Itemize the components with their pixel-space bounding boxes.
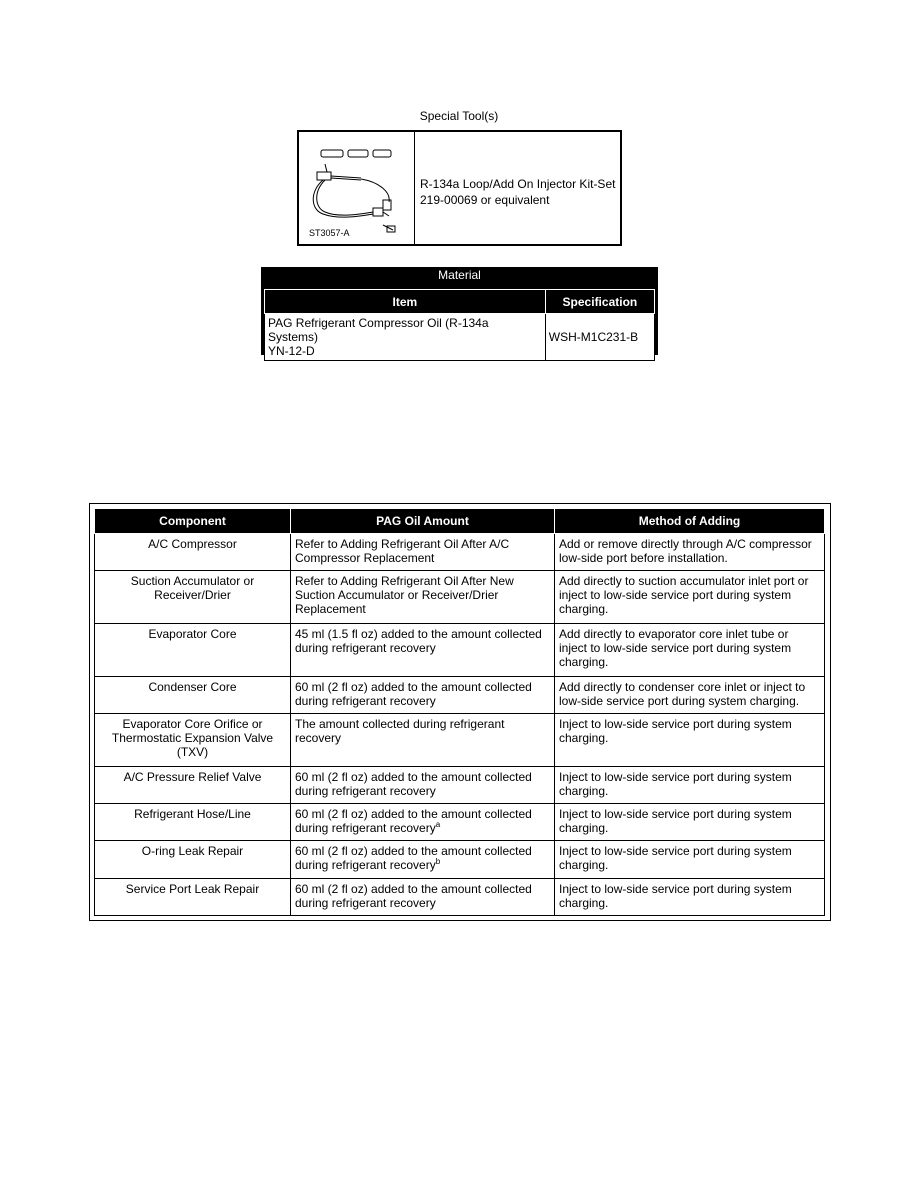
amount-cell-line: The amount collected during refrigerant bbox=[295, 717, 505, 731]
amount-cell-line: during refrigerant recovery bbox=[295, 783, 436, 798]
method-cell-line: charging. bbox=[559, 858, 609, 873]
component-cell-line: O-ring Leak Repair bbox=[141, 844, 244, 859]
component-cell bbox=[95, 804, 291, 841]
amount-cell bbox=[291, 714, 555, 767]
table-row bbox=[95, 878, 825, 915]
material-table-box bbox=[261, 267, 658, 358]
component-cell-line: (TXV) bbox=[176, 745, 209, 759]
method-cell-line: low-side port before installation. bbox=[559, 551, 728, 565]
amount-cell-line: Compressor Replacement bbox=[295, 551, 435, 565]
method-cell bbox=[555, 624, 825, 677]
method-cell bbox=[555, 804, 825, 841]
method-cell-line: charging. bbox=[559, 783, 609, 798]
header-pag-oil-amount: PAG Oil Amount bbox=[291, 509, 555, 534]
amount-cell-line: Suction Accumulator or Receiver/Drier bbox=[295, 588, 499, 603]
amount-cell-line: during refrigerant recovery bbox=[295, 858, 436, 873]
amount-cell-line: Replacement bbox=[295, 602, 366, 617]
method-cell bbox=[555, 841, 825, 878]
method-cell-line: charging. bbox=[559, 731, 609, 745]
method-cell-line: charging. bbox=[559, 655, 609, 669]
table-row bbox=[95, 624, 825, 677]
header-method-of-adding: Method of Adding bbox=[555, 509, 825, 534]
component-cell-line: Evaporator Core Orifice or bbox=[122, 717, 263, 731]
amount-cell-line: during refrigerant recovery bbox=[295, 641, 436, 655]
table-row bbox=[95, 571, 825, 624]
amount-cell bbox=[291, 534, 555, 571]
pag-oil-table bbox=[94, 508, 825, 916]
component-cell bbox=[95, 676, 291, 713]
header-component: Component bbox=[95, 509, 291, 534]
method-cell-line: Inject to low-side service port during system bbox=[559, 769, 792, 784]
method-cell bbox=[555, 676, 825, 713]
amount-cell bbox=[291, 804, 555, 841]
component-cell bbox=[95, 841, 291, 878]
method-cell-line: charging. bbox=[559, 895, 609, 910]
table-row bbox=[95, 534, 825, 571]
amount-cell-line: 60 ml (2 fl oz) added to the amount collected bbox=[295, 769, 532, 784]
special-tools-caption: Special Tool(s) bbox=[419, 109, 499, 123]
method-cell-line: Add directly to suction accumulator inlet port or bbox=[559, 574, 809, 589]
amount-cell-line: Refer to Adding Refrigerant Oil After New bbox=[295, 574, 514, 589]
table-row bbox=[265, 314, 655, 361]
component-cell bbox=[95, 624, 291, 677]
component-cell-line: Service Port Leak Repair bbox=[125, 881, 260, 896]
component-cell-line: Suction Accumulator or bbox=[130, 574, 255, 589]
method-cell-line: Inject to low-side service port during system bbox=[559, 717, 792, 731]
table-row bbox=[95, 766, 825, 803]
method-cell-line: Add or remove directly through A/C compressor bbox=[559, 537, 812, 551]
tool-description bbox=[415, 132, 620, 244]
tool-description-line: R-134a Loop/Add On Injector Kit-Set bbox=[420, 177, 616, 191]
pag-oil-table-box bbox=[89, 503, 831, 921]
amount-cell-line: 60 ml (2 fl oz) added to the amount collected bbox=[295, 679, 532, 694]
component-cell-line: Thermostatic Expansion Valve bbox=[111, 731, 274, 745]
material-header-specification: Specification bbox=[545, 290, 654, 314]
component-cell-line: Receiver/Drier bbox=[154, 588, 231, 603]
material-header-item: Item bbox=[265, 290, 546, 314]
material-specification: WSH-M1C231-B bbox=[545, 314, 654, 361]
method-cell-line: inject to low-side service port during system bbox=[559, 641, 792, 655]
material-table bbox=[264, 289, 655, 361]
method-cell bbox=[555, 534, 825, 571]
amount-cell-line: 60 ml (2 fl oz) added to the amount collected bbox=[295, 881, 532, 896]
method-cell-line: Add directly to evaporator core inlet tube or bbox=[559, 627, 789, 641]
amount-cell-line: recovery bbox=[295, 731, 342, 745]
material-item-line: PAG Refrigerant Compressor Oil (R-134a Systems) bbox=[268, 316, 489, 344]
method-cell-line: charging. bbox=[559, 821, 609, 835]
method-cell-line: Inject to low-side service port during system bbox=[559, 807, 792, 821]
tool-illustration bbox=[299, 132, 415, 244]
component-cell bbox=[95, 714, 291, 767]
method-cell-line: Add directly to condenser core inlet or inject to bbox=[559, 679, 806, 694]
material-item bbox=[265, 314, 546, 361]
component-cell-line: Condenser Core bbox=[148, 679, 237, 694]
method-cell-line: Inject to low-side service port during system bbox=[559, 844, 792, 859]
component-cell-line: Refrigerant Hose/Line bbox=[134, 807, 251, 821]
special-tools-table bbox=[297, 130, 622, 246]
table-row bbox=[95, 804, 825, 841]
component-cell bbox=[95, 766, 291, 803]
method-cell-line: low-side service port during system charging. bbox=[559, 693, 800, 708]
table-row bbox=[95, 714, 825, 767]
amount-cell-line: 60 ml (2 fl oz) added to the amount collected bbox=[295, 807, 532, 821]
table-row bbox=[95, 841, 825, 878]
amount-cell bbox=[291, 766, 555, 803]
component-cell-line: Evaporator Core bbox=[148, 627, 237, 641]
component-cell bbox=[95, 571, 291, 624]
amount-cell-line: 45 ml (1.5 fl oz) added to the amount collected bbox=[295, 627, 542, 641]
amount-cell bbox=[291, 841, 555, 878]
component-cell-line: A/C Compressor bbox=[148, 537, 237, 551]
component-cell bbox=[95, 534, 291, 571]
amount-cell-line: 60 ml (2 fl oz) added to the amount collected bbox=[295, 844, 532, 859]
table-row bbox=[95, 676, 825, 713]
tool-description-line: 219-00069 or equivalent bbox=[420, 193, 550, 207]
method-cell bbox=[555, 766, 825, 803]
method-cell bbox=[555, 714, 825, 767]
amount-cell bbox=[291, 676, 555, 713]
amount-cell bbox=[291, 878, 555, 915]
amount-cell-line: during refrigerant recovery bbox=[295, 821, 436, 835]
amount-cell-line: Refer to Adding Refrigerant Oil After A/C bbox=[295, 537, 510, 551]
method-cell bbox=[555, 878, 825, 915]
component-cell bbox=[95, 878, 291, 915]
amount-cell bbox=[291, 571, 555, 624]
amount-cell-line: during refrigerant recovery bbox=[295, 693, 436, 708]
footnote-marker: a bbox=[435, 820, 441, 829]
material-item-line: YN-12-D bbox=[268, 344, 315, 358]
footnote-marker: b bbox=[435, 857, 441, 867]
method-cell-line: Inject to low-side service port during system bbox=[559, 881, 792, 896]
method-cell bbox=[555, 571, 825, 624]
method-cell-line: inject to low-side service port during system bbox=[559, 588, 792, 603]
amount-cell bbox=[291, 624, 555, 677]
material-caption: Material bbox=[438, 268, 481, 282]
component-cell-line: A/C Pressure Relief Valve bbox=[123, 769, 262, 784]
method-cell-line: charging. bbox=[559, 602, 609, 617]
tool-code: ST3057-A bbox=[309, 228, 350, 238]
amount-cell-line: during refrigerant recovery bbox=[295, 895, 436, 910]
